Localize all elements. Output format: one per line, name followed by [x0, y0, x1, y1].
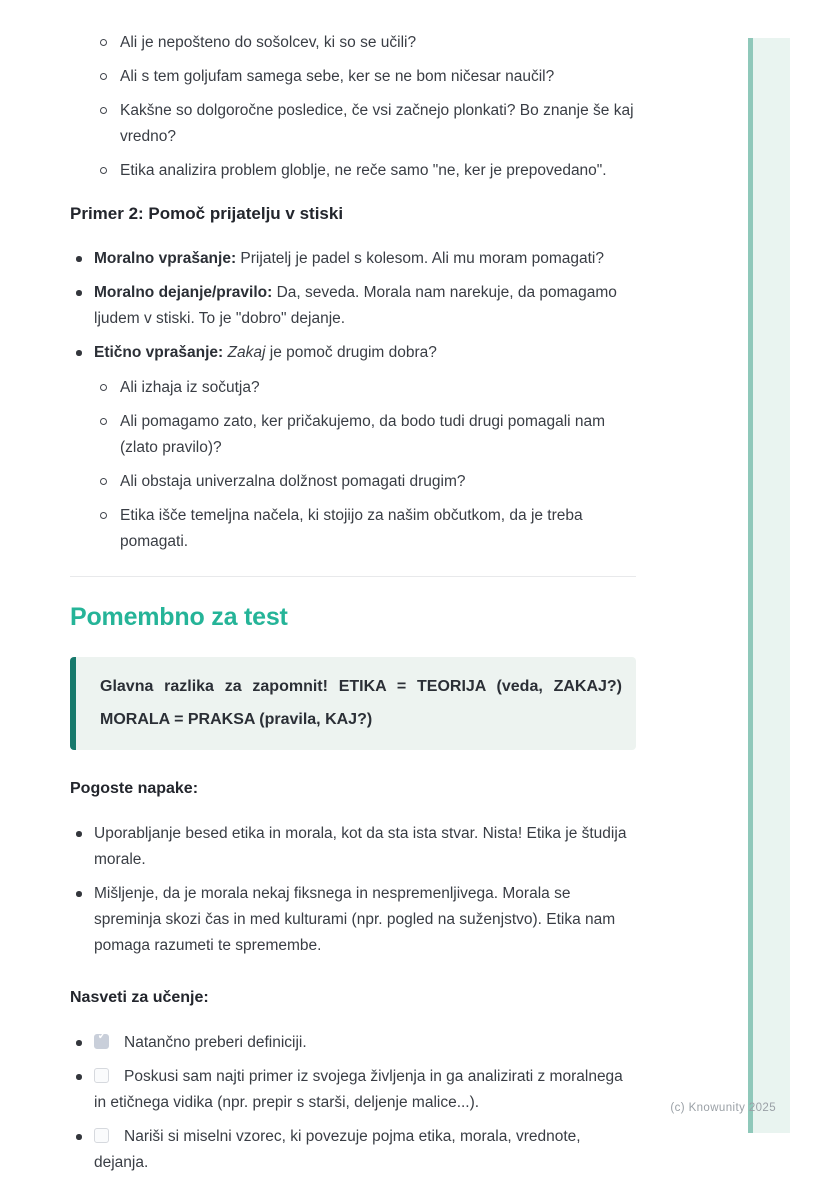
list-item-text: Nariši si miselni vzorec, ki povezuje pojma etika, morala, vrednote, dejanja.: [94, 1128, 581, 1171]
callout-text: Glavna razlika za zapomnit! ETIKA = TEORIJA (veda, ZAKAJ?) MORALA = PRAKSA (pravila, KAJ?): [100, 678, 622, 728]
watermark: (c) Knowunity 2025: [670, 1102, 776, 1114]
list-item: [70, 821, 636, 873]
item-italic: Zakaj: [223, 344, 266, 361]
primer2-heading: Primer 2: Pomoč prijatelju v stiski: [70, 204, 344, 223]
list-item-text: Etika išče temeljna načela, ki stojijo za našim občutkom, da je treba pomagati.: [120, 507, 583, 550]
checkbox[interactable]: [94, 1128, 109, 1143]
list-item: [70, 98, 636, 150]
test-section-heading: Pomembno za test: [70, 603, 288, 631]
ethics-questions-list: [70, 30, 636, 184]
notes-document: [70, 30, 636, 1184]
list-item: [94, 375, 636, 401]
key-difference-callout: [70, 657, 636, 750]
page-edge-accent-bar: [748, 38, 790, 1133]
list-item: [70, 30, 636, 56]
list-item-text: Poskusi sam najti primer iz svojega življenja in ga analizirati z moralnega in etičnega vidika (npr. prepir s starši, deljenje malice...).: [94, 1068, 623, 1111]
list-item-text: Mišljenje, da je morala nekaj fiksnega in nespremenljivega. Morala se spreminja skozi čas in med kulturami (npr. pogled na suženjstvo). Etika nam pomaga razumeti te spremembe.: [94, 885, 616, 954]
list-item-text: Uporabljanje besed etika in morala, kot da sta ista stvar. Nista! Etika je študija morale.: [94, 825, 627, 868]
list-item: [70, 158, 636, 184]
mistakes-list: [70, 821, 636, 959]
item-label: Moralno dejanje/pravilo:: [94, 284, 273, 301]
list-item: [70, 340, 636, 555]
list-item: [94, 503, 636, 555]
list-item: [70, 246, 636, 272]
item-text: je pomoč drugim dobra?: [265, 344, 437, 361]
mistakes-heading: Pogoste napake:: [70, 780, 199, 797]
list-item: [94, 409, 636, 461]
divider: [70, 576, 636, 577]
list-item: [70, 881, 636, 959]
list-item: [70, 64, 636, 90]
list-item-text: Ali izhaja iz sočutja?: [120, 379, 260, 396]
list-item: [70, 1124, 636, 1176]
item-label: Moralno vprašanje:: [94, 250, 237, 267]
item-text: Prijatelj je padel s kolesom. Ali mu moram pomagati?: [236, 250, 604, 267]
list-item-text: Etika analizira problem globlje, ne reče samo "ne, ker je prepovedano".: [120, 162, 607, 179]
list-item-text: Ali je nepošteno do sošolcev, ki so se učili?: [120, 34, 417, 51]
primer2-list: [70, 246, 636, 555]
checkbox[interactable]: [94, 1068, 109, 1083]
list-item: [70, 1064, 636, 1116]
tips-heading: Nasveti za učenje:: [70, 989, 209, 1006]
list-item-text: Ali pomagamo zato, ker pričakujemo, da bodo tudi drugi pomagali nam (zlato pravilo)?: [120, 413, 606, 456]
list-item: [70, 1030, 636, 1056]
item-text: Da, seveda. Morala nam narekuje, da pomagamo ljudem v stiski. To je "dobro" dejanje.: [94, 284, 617, 327]
list-item-text: Ali s tem goljufam samega sebe, ker se ne bom ničesar naučil?: [120, 68, 555, 85]
list-item: [70, 280, 636, 332]
item-label: Etično vprašanje:: [94, 344, 224, 361]
checkbox[interactable]: [94, 1034, 109, 1049]
list-item-text: Natančno preberi definiciji.: [124, 1034, 307, 1051]
ethical-subquestions-list: [94, 375, 636, 555]
list-item: [94, 469, 636, 495]
list-item-text: Ali obstaja univerzalna dolžnost pomagati drugim?: [120, 473, 466, 490]
tips-list: [70, 1030, 636, 1176]
list-item-text: Kakšne so dolgoročne posledice, če vsi začnejo plonkati? Bo znanje še kaj vredno?: [120, 102, 634, 145]
